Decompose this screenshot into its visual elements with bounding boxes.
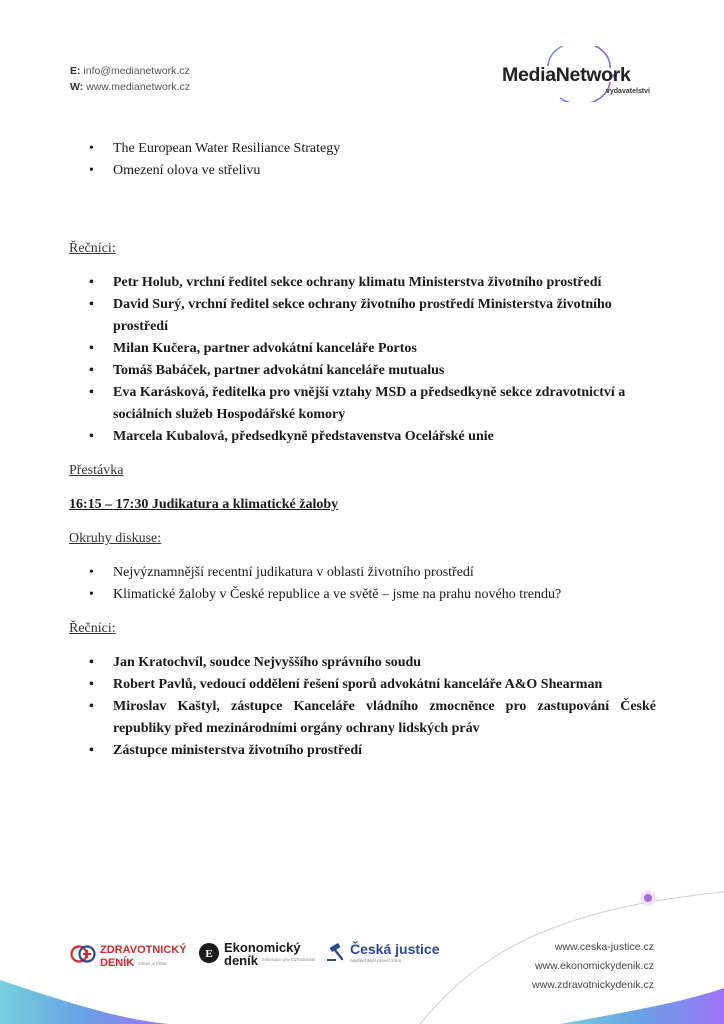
- zd-logo-icon: [70, 944, 96, 964]
- url-ekonomicky-denik[interactable]: www.ekonomickydenik.cz: [534, 960, 654, 972]
- discussion-item: • Nejvýznamnější recentní judikatura v oblasti životního prostředí: [69, 562, 656, 584]
- speaker-item: • Petr Holub, vrchní ředitel sekce ochrany klimatu Ministerstva životního prostředí: [69, 272, 656, 294]
- speaker-item: • Tomáš Babáček, partner advokátní kanceláře mutualus: [69, 360, 656, 382]
- discussion-label: Okruhy diskuse:: [69, 531, 162, 546]
- speaker-item: • Jan Kratochvíl, soudce Nejvyššího správního soudu: [69, 652, 656, 674]
- speakers-label: Řečníci:: [69, 621, 116, 636]
- logo-subtitle: vydavatelství: [606, 88, 650, 95]
- footer-urls: [532, 938, 654, 995]
- web-link[interactable]: www.medianetwork.cz: [86, 81, 191, 93]
- speakers-label: Řečníci:: [69, 241, 116, 256]
- svg-text:E: E: [205, 948, 213, 960]
- email-line: E: info@medianetwork.cz: [70, 65, 190, 77]
- discussion-list: [69, 562, 656, 606]
- break-label: Přestávka: [69, 463, 124, 478]
- ed-logo-icon: [198, 942, 220, 964]
- topic-item: • Omezení olova ve střelivu: [69, 160, 656, 182]
- speaker-item: • Marcela Kubalová, předsedkyně představenstva Ocelářské unie: [69, 426, 656, 448]
- gavel-icon: [326, 942, 346, 962]
- speakers-list: [69, 272, 656, 448]
- speaker-item: • Milan Kučera, partner advokátní kanceláře Portos: [69, 338, 656, 360]
- speaker-item: • Miroslav Kaštyl, zástupce Kanceláře vládního zmocněnce pro zastupování České republiky před mezinárodními orgány ochrany lidských práv: [69, 696, 656, 740]
- discussion-item: • Klimatické žaloby v České republice a ve světě – jsme na prahu nového trendu?: [69, 584, 656, 606]
- speakers-list: [69, 652, 656, 762]
- contact-info: [70, 63, 190, 95]
- speaker-item: • David Surý, vrchní ředitel sekce ochrany životního prostředí Ministerstva životního prostředí: [69, 294, 656, 338]
- url-ceska-justice[interactable]: www.ceska-justice.cz: [554, 941, 654, 953]
- session-heading: 16:15 – 17:30 Judikatura a klimatické žaloby: [69, 497, 339, 512]
- topic-item: • The European Water Resiliance Strategy: [69, 138, 656, 160]
- speaker-item: • Robert Pavlů, vedoucí oddělení řešení sporů advokátní kanceláře A&O Shearman: [69, 674, 656, 696]
- speaker-item: • Eva Karásková, ředitelka pro vnější vztahy MSD a předsedkyně sekce zdravotnictví a sociálních služeb Hospodářské komory: [69, 382, 656, 426]
- email-link[interactable]: info@medianetwork.cz: [83, 65, 190, 77]
- speaker-item: • Zástupce ministerstva životního prostředí: [69, 740, 656, 762]
- url-zdravotnicky-denik[interactable]: www.zdravotnickydenik.cz: [532, 979, 654, 991]
- logo-title: MediaNetwork: [502, 64, 631, 86]
- topics-list: [69, 138, 656, 182]
- web-line: W: www.medianetwork.cz: [70, 81, 191, 93]
- agenda-content: [69, 138, 656, 762]
- medianetwork-logo: [498, 46, 668, 108]
